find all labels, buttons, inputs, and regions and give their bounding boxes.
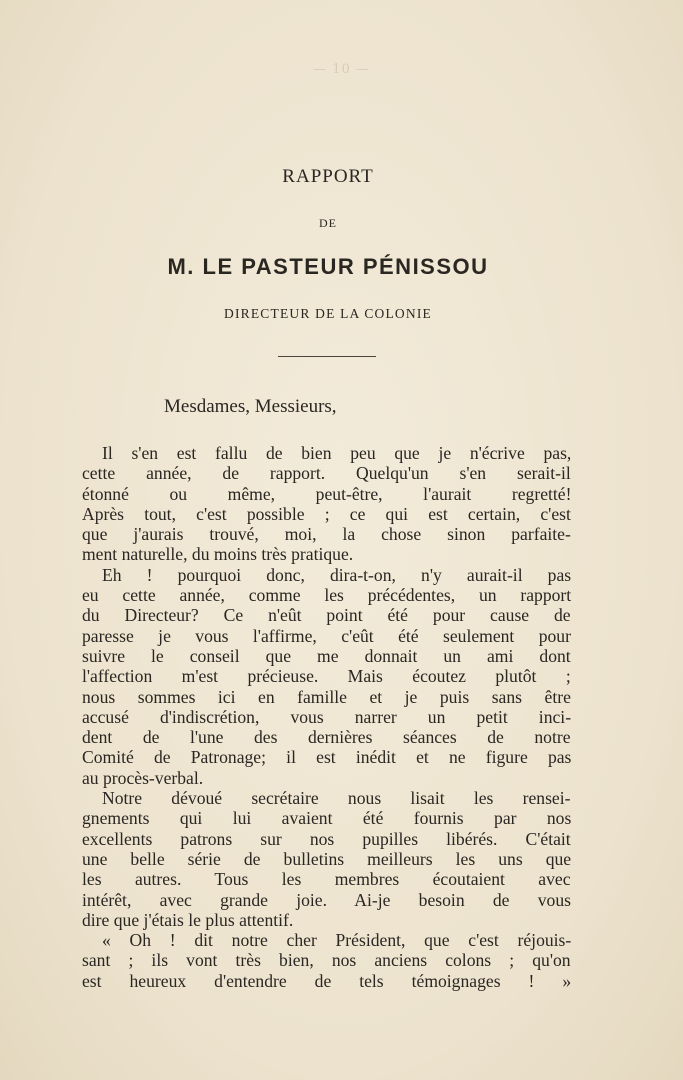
body-text	[82, 443, 571, 991]
text-line: Notre dévoué secrétaire nous lisait les rensei-	[102, 788, 571, 809]
text-line: dire que j'étais le plus attentif.	[82, 909, 294, 930]
text-line: gnements qui lui avaient été fournis par nos	[82, 808, 572, 829]
text-line: est heureux d'entendre de tels témoignages ! »	[82, 970, 572, 991]
text-line: dent de l'une des dernières séances de notre	[82, 727, 571, 748]
text-line: Comité de Patronage; il est inédit et ne figure pas	[82, 747, 572, 768]
text-line: une belle série de bulletins meilleurs les uns que	[82, 848, 572, 869]
text-line: Eh ! pourquoi donc, dira-t-on, n'y aurait-il pas	[102, 564, 572, 585]
report-subtitle: DIRECTEUR DE LA COLONIE	[224, 306, 432, 321]
salutation: Mesdames, Messieurs,	[164, 396, 337, 417]
text-line: du Directeur? Ce n'eût point été pour cause de	[82, 605, 571, 626]
text-line: excellents patrons sur nos pupilles libérés. C'était	[82, 828, 571, 849]
text-line: ment naturelle, du moins très pratique.	[82, 544, 354, 565]
text-line: suivre le conseil que me donnait un ami dont	[82, 645, 571, 666]
page-number: — 10 —	[313, 62, 370, 77]
text-line: sant ; ils vont très bien, nos anciens colons ; qu'on	[82, 950, 571, 971]
text-line: Après tout, c'est possible ; ce qui est certain, c'est	[82, 503, 571, 524]
report-author: M. LE PASTEUR PÉNISSOU	[167, 254, 489, 279]
text-line: cette année, de rapport. Quelqu'un s'en serait-il	[82, 463, 571, 484]
text-line: « Oh ! dit notre cher Président, que c'est réjouis-	[102, 930, 572, 951]
text-line: l'affection m'est précieuse. Mais écoutez plutôt ;	[82, 666, 571, 687]
text-line: nous sommes ici en famille et je puis sans être	[82, 686, 571, 707]
text-line: paresse je vous l'affirme, c'eût été seulement pour	[82, 625, 571, 646]
text-line: étonné ou même, peut-être, l'aurait regretté!	[82, 483, 572, 504]
report-title-de: DE	[319, 216, 337, 230]
text-line: que j'aurais trouvé, moi, la chose sinon parfaite-	[82, 524, 571, 545]
text-line: les autres. Tous les membres écoutaient avec	[82, 869, 571, 890]
title-divider	[278, 356, 376, 357]
text-line: accusé d'indiscrétion, vous narrer un petit inci-	[82, 706, 572, 727]
text-line: Il s'en est fallu de bien peu que je n'écrive pas,	[102, 443, 572, 463]
text-line: au procès-verbal.	[82, 767, 204, 788]
text-line: intérêt, avec grande joie. Ai-je besoin de vous	[82, 889, 571, 910]
text-line: eu cette année, comme les précédentes, un rapport	[82, 585, 572, 606]
report-title: RAPPORT	[282, 166, 374, 187]
